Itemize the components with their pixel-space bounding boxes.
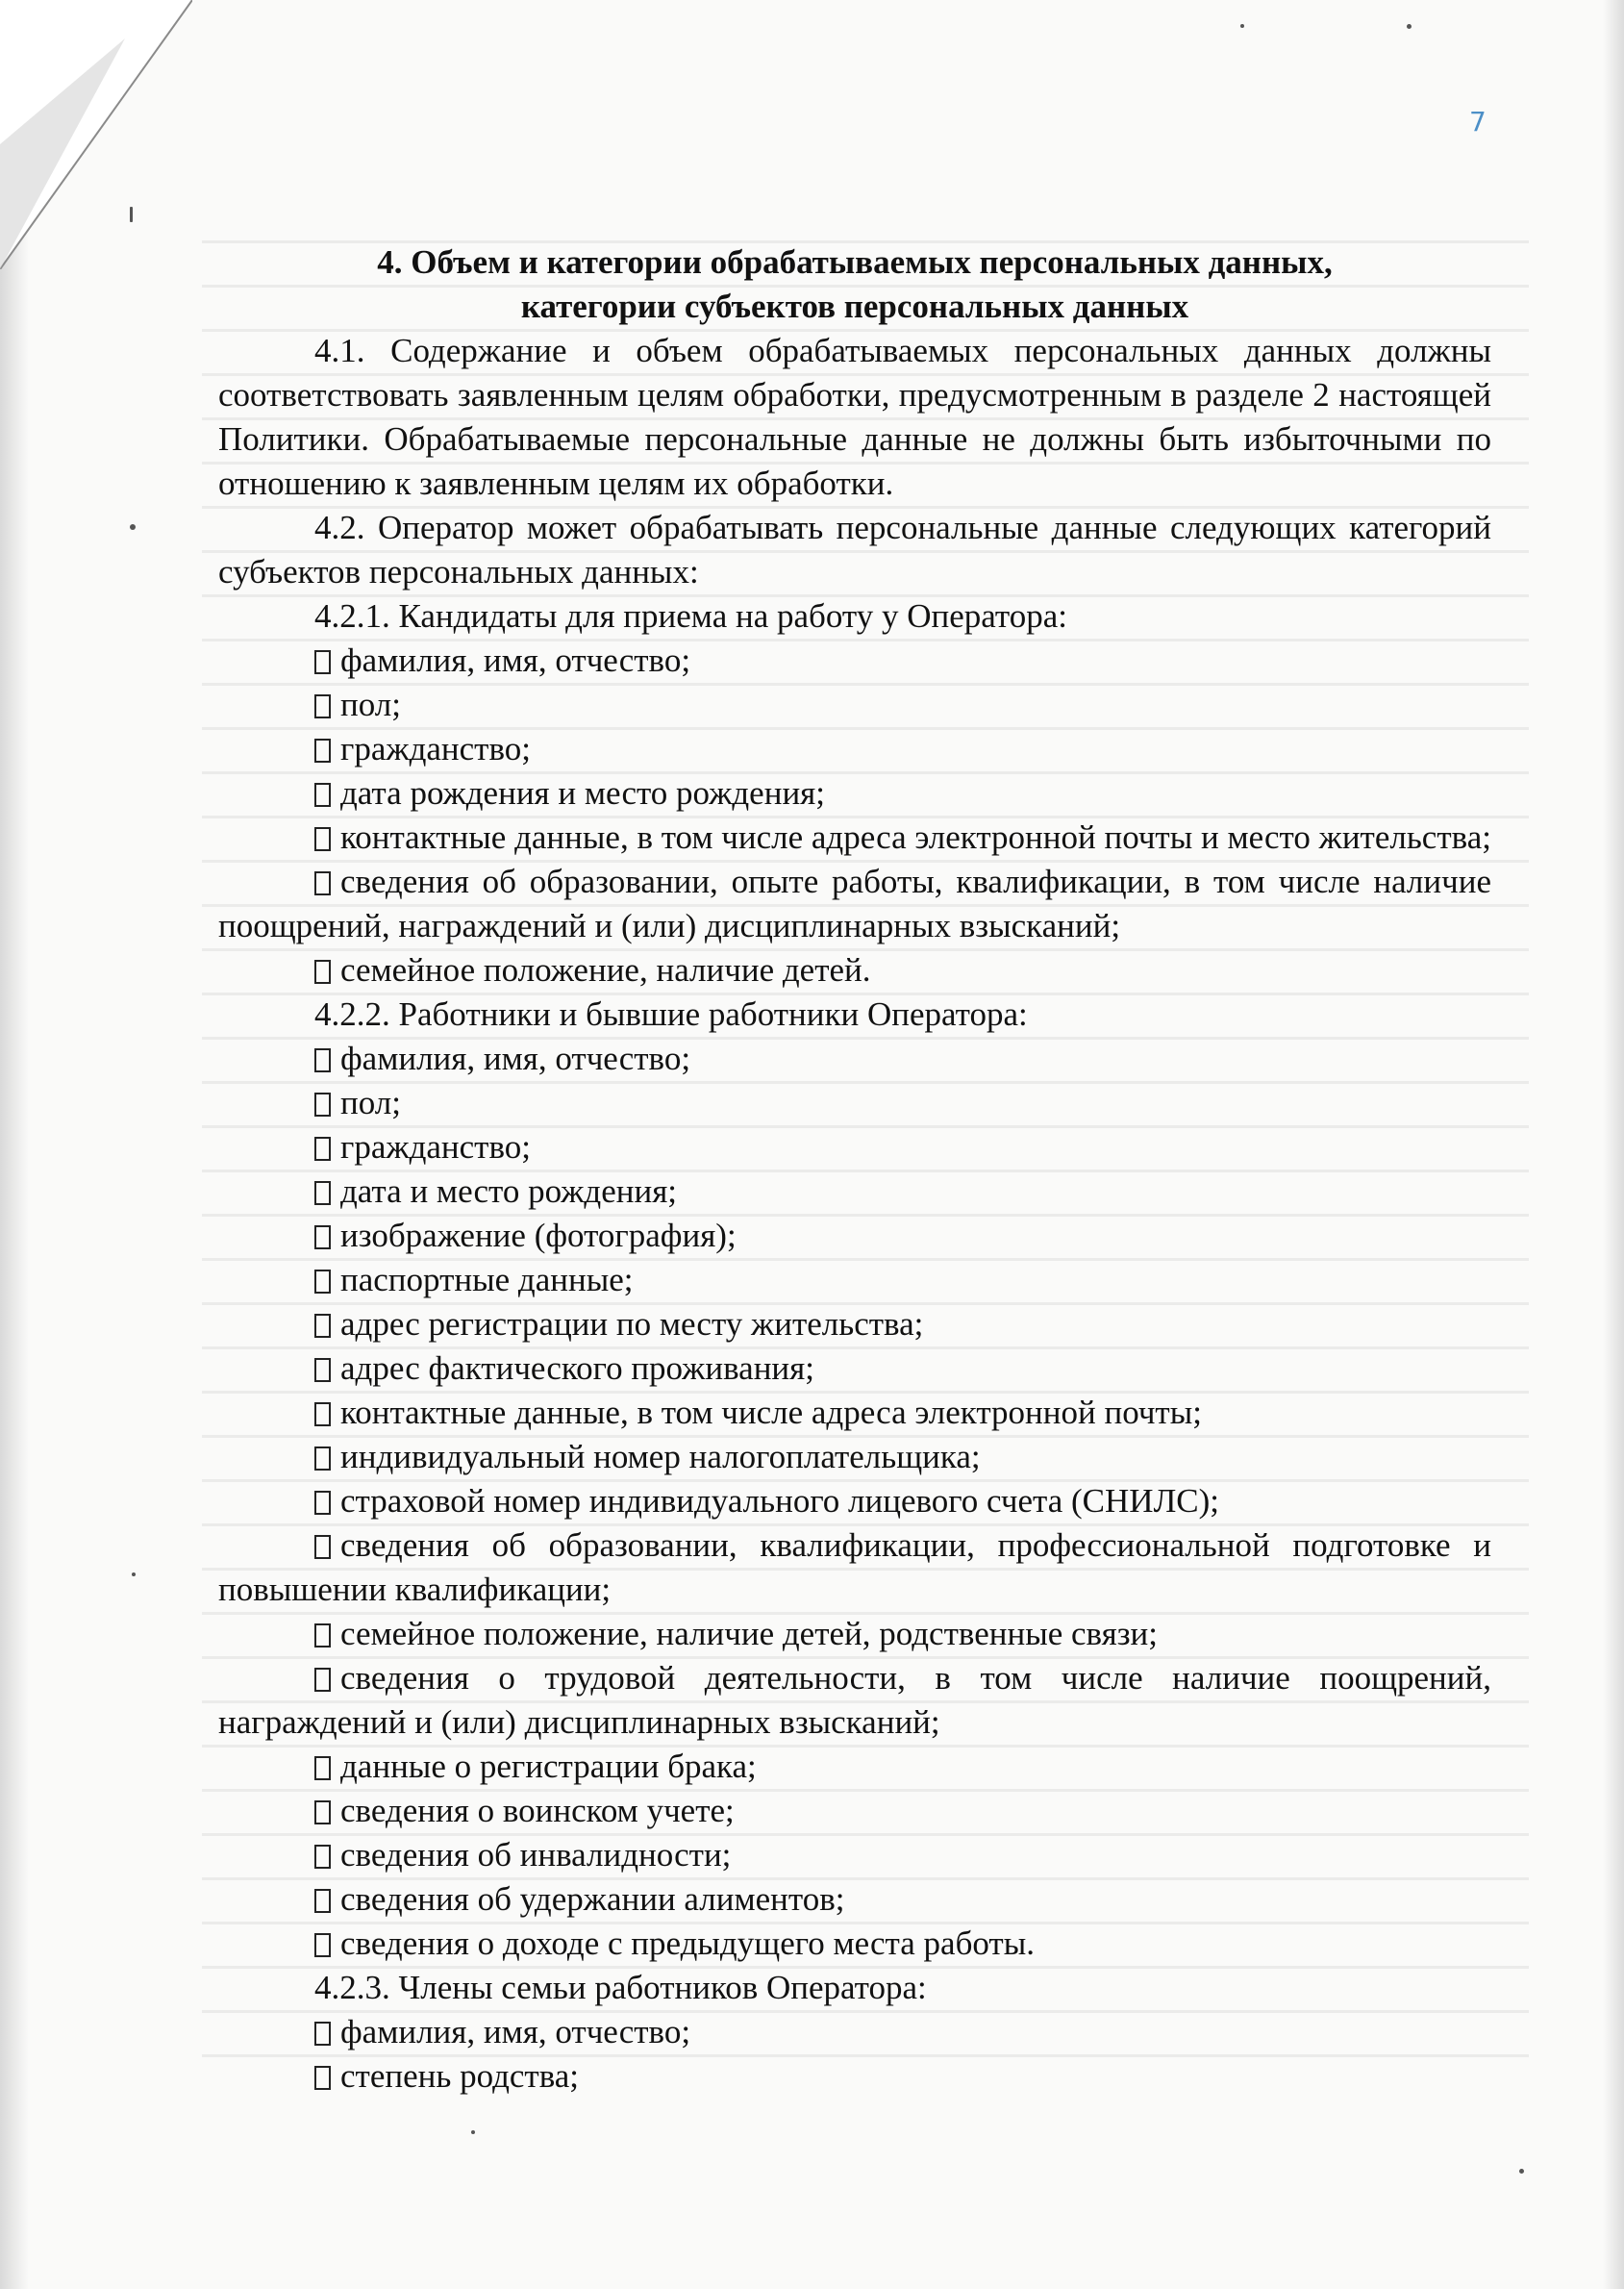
checkbox-glyph-icon [314,1668,331,1692]
list-item-text: дата рождения и место рождения; [340,774,825,812]
checkbox-glyph-icon [314,1756,331,1780]
list-item [218,2010,1491,2054]
section-heading-line-1: 4. Объем и категории обрабатываемых персональных данных, [377,243,1333,281]
list-item [218,1656,1491,1745]
list-item [218,727,1491,771]
scan-right-edge [1603,0,1624,2289]
list-item-text: контактные данные, в том числе адреса электронной почты и место жительства; [340,818,1491,856]
paragraph-4-2-3: 4.2.3. Члены семьи работников Оператора: [314,1969,927,2006]
list-item-text: фамилия, имя, отчество; [340,1040,691,1077]
list-item [218,1214,1491,1258]
employees-list [218,1037,1491,1966]
list-item [218,1391,1491,1435]
list-item-text: изображение (фотография); [340,1217,737,1254]
list-item-text: контактные данные, в том числе адреса электронной почты; [340,1394,1202,1431]
list-item-text: дата и место рождения; [340,1172,678,1210]
list-item-text: семейное положение, наличие детей. [340,951,871,989]
checkbox-glyph-icon [314,1535,331,1559]
scan-left-edge [0,0,29,2289]
scan-speck [132,1572,136,1576]
list-item-text: фамилия, имя, отчество; [340,2013,691,2050]
checkbox-glyph-icon [314,1270,331,1294]
list-item [218,1789,1491,1833]
list-item [218,639,1491,683]
paragraph-4-2-1: 4.2.1. Кандидаты для приема на работу у Оператора: [314,597,1067,635]
list-item-text: пол; [340,686,401,723]
list-item [218,816,1491,860]
folded-corner [0,0,192,269]
checkbox-glyph-icon [314,1358,331,1382]
scan-speck [1519,2169,1524,2174]
scan-speck [130,207,133,222]
list-item-text: сведения о трудовой деятельности, в том числе наличие поощрений, награждений и (или) дисциплинарных взысканий; [218,1659,1491,1741]
paragraph-4-2-2: 4.2.2. Работники и бывшие работники Оператора: [314,995,1028,1033]
checkbox-glyph-icon [314,1933,331,1957]
checkbox-glyph-icon [314,694,331,718]
list-item-text: степень родства; [340,2057,580,2095]
checkbox-glyph-icon [314,960,331,984]
list-item [218,2054,1491,2099]
candidates-list [218,639,1491,993]
document-body [218,240,1491,2099]
list-item [218,1302,1491,1346]
list-item-text: адрес фактического проживания; [340,1349,814,1387]
list-item [218,683,1491,727]
checkbox-glyph-icon [314,1623,331,1648]
family-list [218,2010,1491,2099]
scan-speck [1240,24,1244,28]
list-item [218,1125,1491,1170]
checkbox-glyph-icon [314,1137,331,1161]
checkbox-glyph-icon [314,1845,331,1869]
list-item [218,1833,1491,1877]
list-item-text: адрес регистрации по месту жительства; [340,1305,924,1343]
list-item-text: данные о регистрации брака; [340,1748,757,1785]
checkbox-glyph-icon [314,1225,331,1249]
list-item [218,1877,1491,1922]
checkbox-glyph-icon [314,650,331,674]
list-item-text: сведения о доходе с предыдущего места работы. [340,1924,1035,1962]
list-item-text: фамилия, имя, отчество; [340,641,691,679]
paragraph-4-2: 4.2. Оператор может обрабатывать персональные данные следующих категорий субъектов персональных данных: [218,509,1491,591]
list-item-text: сведения об образовании, опыте работы, квалификации, в том числе наличие поощрений, награждений и (или) дисциплинарных взысканий; [218,863,1491,944]
paragraph-4-1: 4.1. Содержание и объем обрабатываемых персональных данных должны соответствовать заявленным целям обработки, предусмотренным в разделе 2 настоящей Политики. Обрабатываемые персональные данные не должны быть избыточными по отношению к заявленным целям их обработки. [218,332,1491,502]
list-item [218,1435,1491,1479]
scan-speck [471,2130,475,2134]
list-item [218,1612,1491,1656]
list-item-text: семейное положение, наличие детей, родственные связи; [340,1615,1158,1652]
list-item-text: пол; [340,1084,401,1121]
page-number: 7 [1469,106,1487,138]
checkbox-glyph-icon [314,1402,331,1426]
checkbox-glyph-icon [314,2066,331,2090]
checkbox-glyph-icon [314,1889,331,1913]
list-item-text: сведения об инвалидности; [340,1836,732,1874]
list-item [218,860,1491,948]
checkbox-glyph-icon [314,739,331,763]
list-item [218,1922,1491,1966]
scan-speck [1407,24,1412,29]
checkbox-glyph-icon [314,871,331,895]
checkbox-glyph-icon [314,1314,331,1338]
checkbox-glyph-icon [314,1093,331,1117]
checkbox-glyph-icon [314,1181,331,1205]
scan-speck [130,524,136,530]
checkbox-glyph-icon [314,1491,331,1515]
list-item-text: паспортные данные; [340,1261,634,1298]
checkbox-glyph-icon [314,2022,331,2046]
list-item [218,1523,1491,1612]
list-item-text: сведения об образовании, квалификации, профессиональной подготовке и повышении квалификации; [218,1526,1491,1608]
list-item-text: гражданство; [340,1128,531,1166]
list-item [218,771,1491,816]
list-item-text: сведения об удержании алиментов; [340,1880,845,1918]
list-item [218,1258,1491,1302]
list-item [218,1081,1491,1125]
list-item [218,1479,1491,1523]
list-item [218,1346,1491,1391]
checkbox-glyph-icon [314,827,331,851]
list-item-text: страховой номер индивидуального лицевого счета (СНИЛС); [340,1482,1220,1520]
list-item [218,948,1491,993]
list-item-text: сведения о воинском учете; [340,1792,735,1829]
checkbox-glyph-icon [314,1048,331,1072]
checkbox-glyph-icon [314,1446,331,1471]
list-item-text: индивидуальный номер налогоплательщика; [340,1438,981,1475]
list-item [218,1037,1491,1081]
list-item [218,1745,1491,1789]
list-item-text: гражданство; [340,730,531,767]
checkbox-glyph-icon [314,1800,331,1824]
section-heading-line-2: категории субъектов персональных данных [520,288,1189,325]
list-item [218,1170,1491,1214]
checkbox-glyph-icon [314,783,331,807]
